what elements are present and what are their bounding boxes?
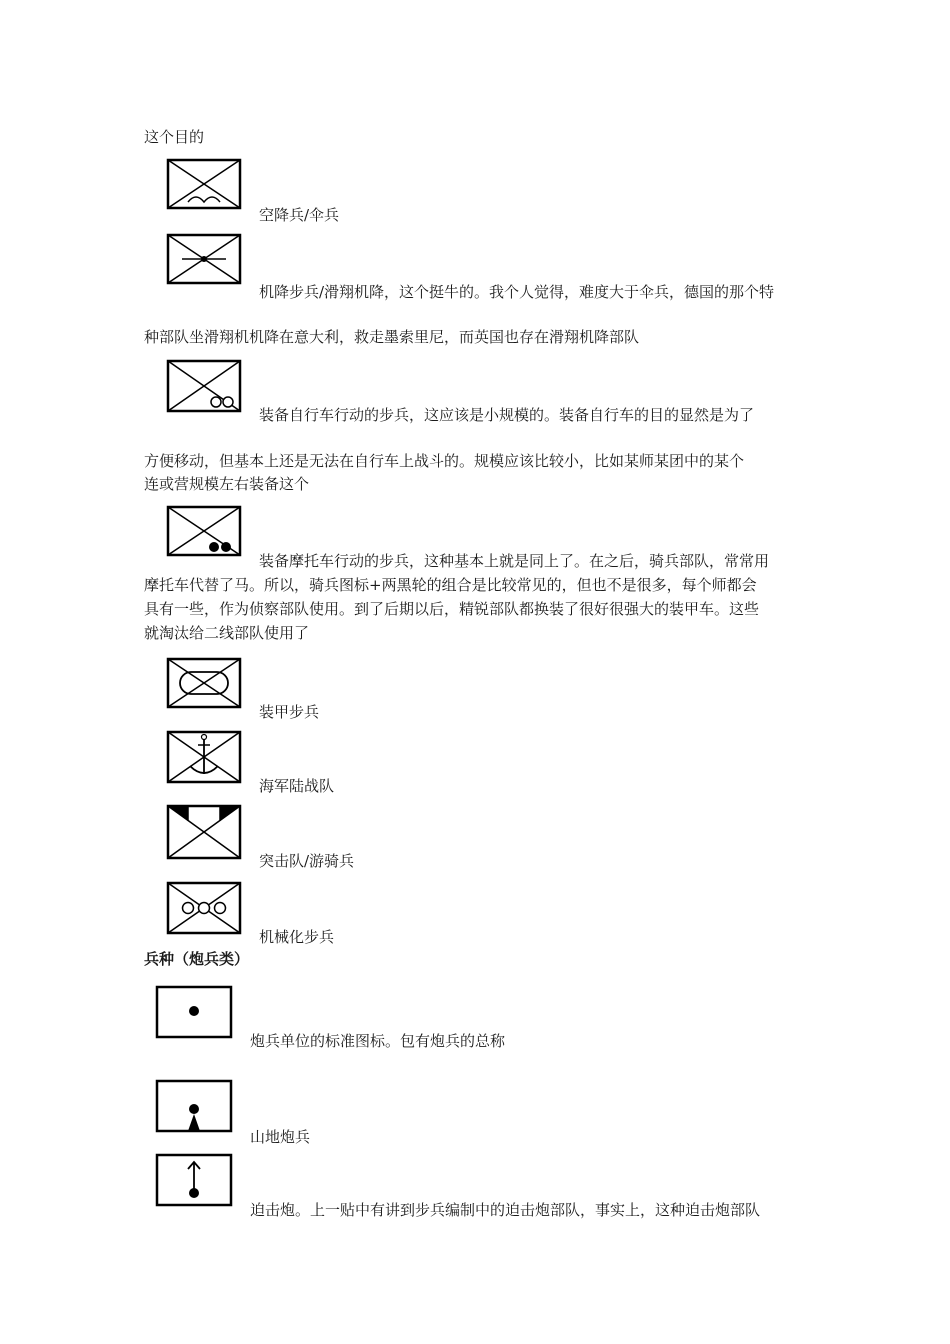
motorcycle-label-line-3: 具有一些，作为侦察部队使用。到了后期以后，精锐部队都换装了很好很强大的装甲车。这些 [144, 600, 760, 618]
bicycle-label-line-2: 方便移动，但基本上还是无法在自行车上战斗的。规模应该比较小，比如某师某团中的某个 [144, 452, 745, 470]
artillery-dot-icon [144, 980, 244, 1046]
armored-label: 装甲步兵 [259, 703, 320, 721]
bicycle-label-line-1: 装备自行车行动的步兵，这应该是小规模的。装备自行车的目的显然是为了 [259, 406, 755, 424]
mechanized-label: 机械化步兵 [259, 928, 335, 946]
ranger-commando-icon [144, 800, 244, 866]
artillery-label: 炮兵单位的标准图标。包有炮兵的总称 [250, 1032, 506, 1050]
mechanized-infantry-icon [144, 876, 244, 940]
mortar-arrow-icon [144, 1150, 244, 1210]
intro-text: 这个目的 [144, 128, 205, 146]
motorcycle-label-line-1: 装备摩托车行动的步兵，这种基本上就是同上了。在之后，骑兵部队，常常用 [259, 552, 770, 570]
glider-label-line-2: 种部队坐滑翔机机降在意大利，救走墨索里尼，而英国也存在滑翔机降部队 [144, 328, 640, 346]
mountain-artillery-label: 山地炮兵 [250, 1128, 311, 1146]
glider-label-line-1: 机降步兵/滑翔机降，这个挺牛的。我个人觉得，难度大于伞兵，德国的那个特 [259, 283, 775, 301]
motorcycle-infantry-icon [144, 500, 244, 564]
glider-infantry-icon [144, 228, 244, 296]
artillery-section-heading: 兵种（炮兵类） [144, 950, 250, 968]
bicycle-infantry-icon [144, 351, 244, 421]
motorcycle-label-line-2: 摩托车代替了马。所以，骑兵图标+两黑轮的组合是比较常见的，但也不是很多，每个师都会 [144, 576, 757, 594]
airborne-label: 空降兵/伞兵 [259, 206, 340, 224]
mortar-label: 迫击炮。上一贴中有讲到步兵编制中的迫击炮部队，事实上，这种迫击炮部队 [250, 1201, 761, 1219]
marine-anchor-icon [144, 726, 244, 790]
motorcycle-label-line-4: 就淘汰给二线部队使用了 [144, 624, 310, 642]
bicycle-label-line-3: 连或营规模左右装备这个 [144, 475, 310, 493]
armored-infantry-icon [144, 652, 244, 716]
ranger-label: 突击队/游骑兵 [259, 852, 355, 870]
airborne-parachute-icon [144, 155, 244, 219]
mountain-artillery-icon [144, 1076, 244, 1138]
marine-label: 海军陆战队 [259, 777, 335, 795]
